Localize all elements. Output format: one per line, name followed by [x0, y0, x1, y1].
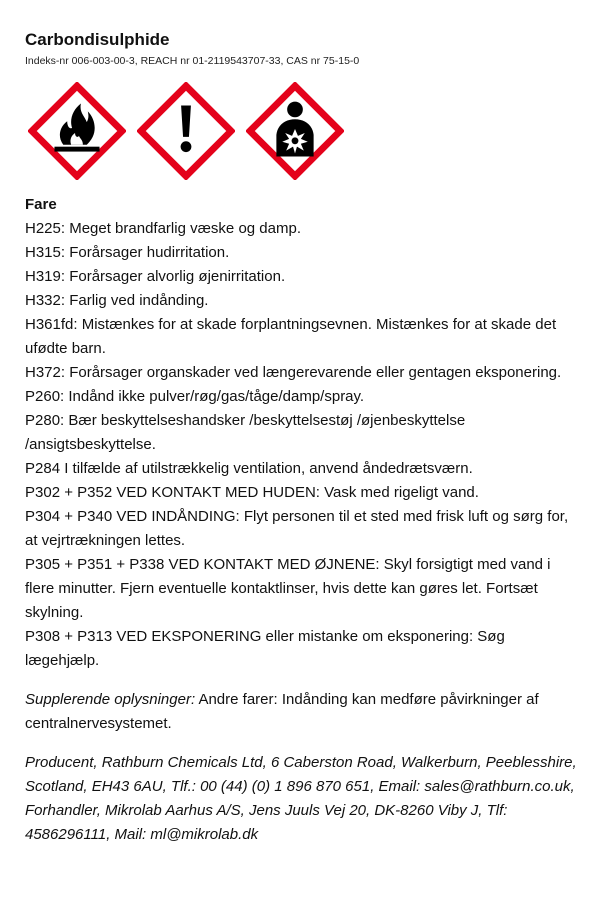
health-hazard-icon	[246, 82, 344, 180]
statement-p284: P284 I tilfælde af utilstrækkelig ventilation, anvend åndedrætsværn.	[25, 460, 473, 477]
product-identifiers: Indeks-nr 006-003-00-3, REACH nr 01-2119543707-33, CAS nr 75-15-0	[25, 55, 360, 67]
statement-p308-p313: P308 + P313 VED EKSPONERING eller mistanke om eksponering: Søg lægehjælp.	[25, 628, 509, 669]
statement-p302-p352: P302 + P352 VED KONTAKT MED HUDEN: Vask med rigeligt vand.	[25, 484, 479, 501]
statement-p280: P280: Bær beskyttelseshandsker /beskyttelsestøj /øjenbeskyttelse /ansigtsbeskyttelse.	[25, 412, 470, 453]
signal-word: Fare	[25, 196, 57, 213]
statement-h332: H332: Farlig ved indånding.	[25, 292, 209, 309]
supplementary-label: Supplerende oplysninger:	[25, 691, 196, 708]
statement-p305-p351-p338: P305 + P351 + P338 VED KONTAKT MED ØJNENE: Skyl forsigtigt med vand i flere minutter. Fjern eventuelle kontaktlinser, hvis dette kan gøres let. Fortsæt skylning.	[25, 556, 555, 621]
statement-h319: H319: Forårsager alvorlig øjenirritation.	[25, 268, 286, 285]
statement-h361fd: H361fd: Mistænkes for at skade forplantningsevnen. Mistænkes for at skade det ufødte barn.	[25, 316, 561, 357]
hazard-statements	[25, 217, 581, 673]
producer-info: Producent, Rathburn Chemicals Ltd, 6 Caberston Road, Walkerburn, Peeblesshire, Scotland, EH43 6AU, Tlf.: 00 (44) (0) 1 896 870 651, Email: sales@rathburn.co.uk, Forhandler, Mikrolab Aarhus A/S, Jens Juuls Vej 20, DK-8260 Viby J, Tlf: 4586296111, Mail: ml@mikrolab.dk	[25, 754, 577, 843]
statement-h315: H315: Forårsager hudirritation.	[25, 244, 230, 261]
hazard-pictograms	[28, 82, 581, 182]
exclamation-mark-icon	[137, 82, 235, 180]
supplementary-text: Andre farer: Indånding kan medføre påvirkninger af centralnervesystemet.	[25, 691, 539, 732]
flame-icon	[28, 82, 126, 180]
statement-h225: H225: Meget brandfarlig væske og damp.	[25, 220, 301, 237]
product-name: Carbondisulphide	[25, 30, 170, 49]
statement-h372: H372: Forårsager organskader ved længerevarende eller gentagen eksponering.	[25, 364, 562, 381]
statement-p260: P260: Indånd ikke pulver/røg/gas/tåge/damp/spray.	[25, 388, 365, 405]
supplementary-info	[25, 688, 581, 736]
statement-p304-p340: P304 + P340 VED INDÅNDING: Flyt personen til et sted med frisk luft og sørg for, at vejrtrækningen lettes.	[25, 508, 573, 549]
label-page	[25, 28, 581, 847]
